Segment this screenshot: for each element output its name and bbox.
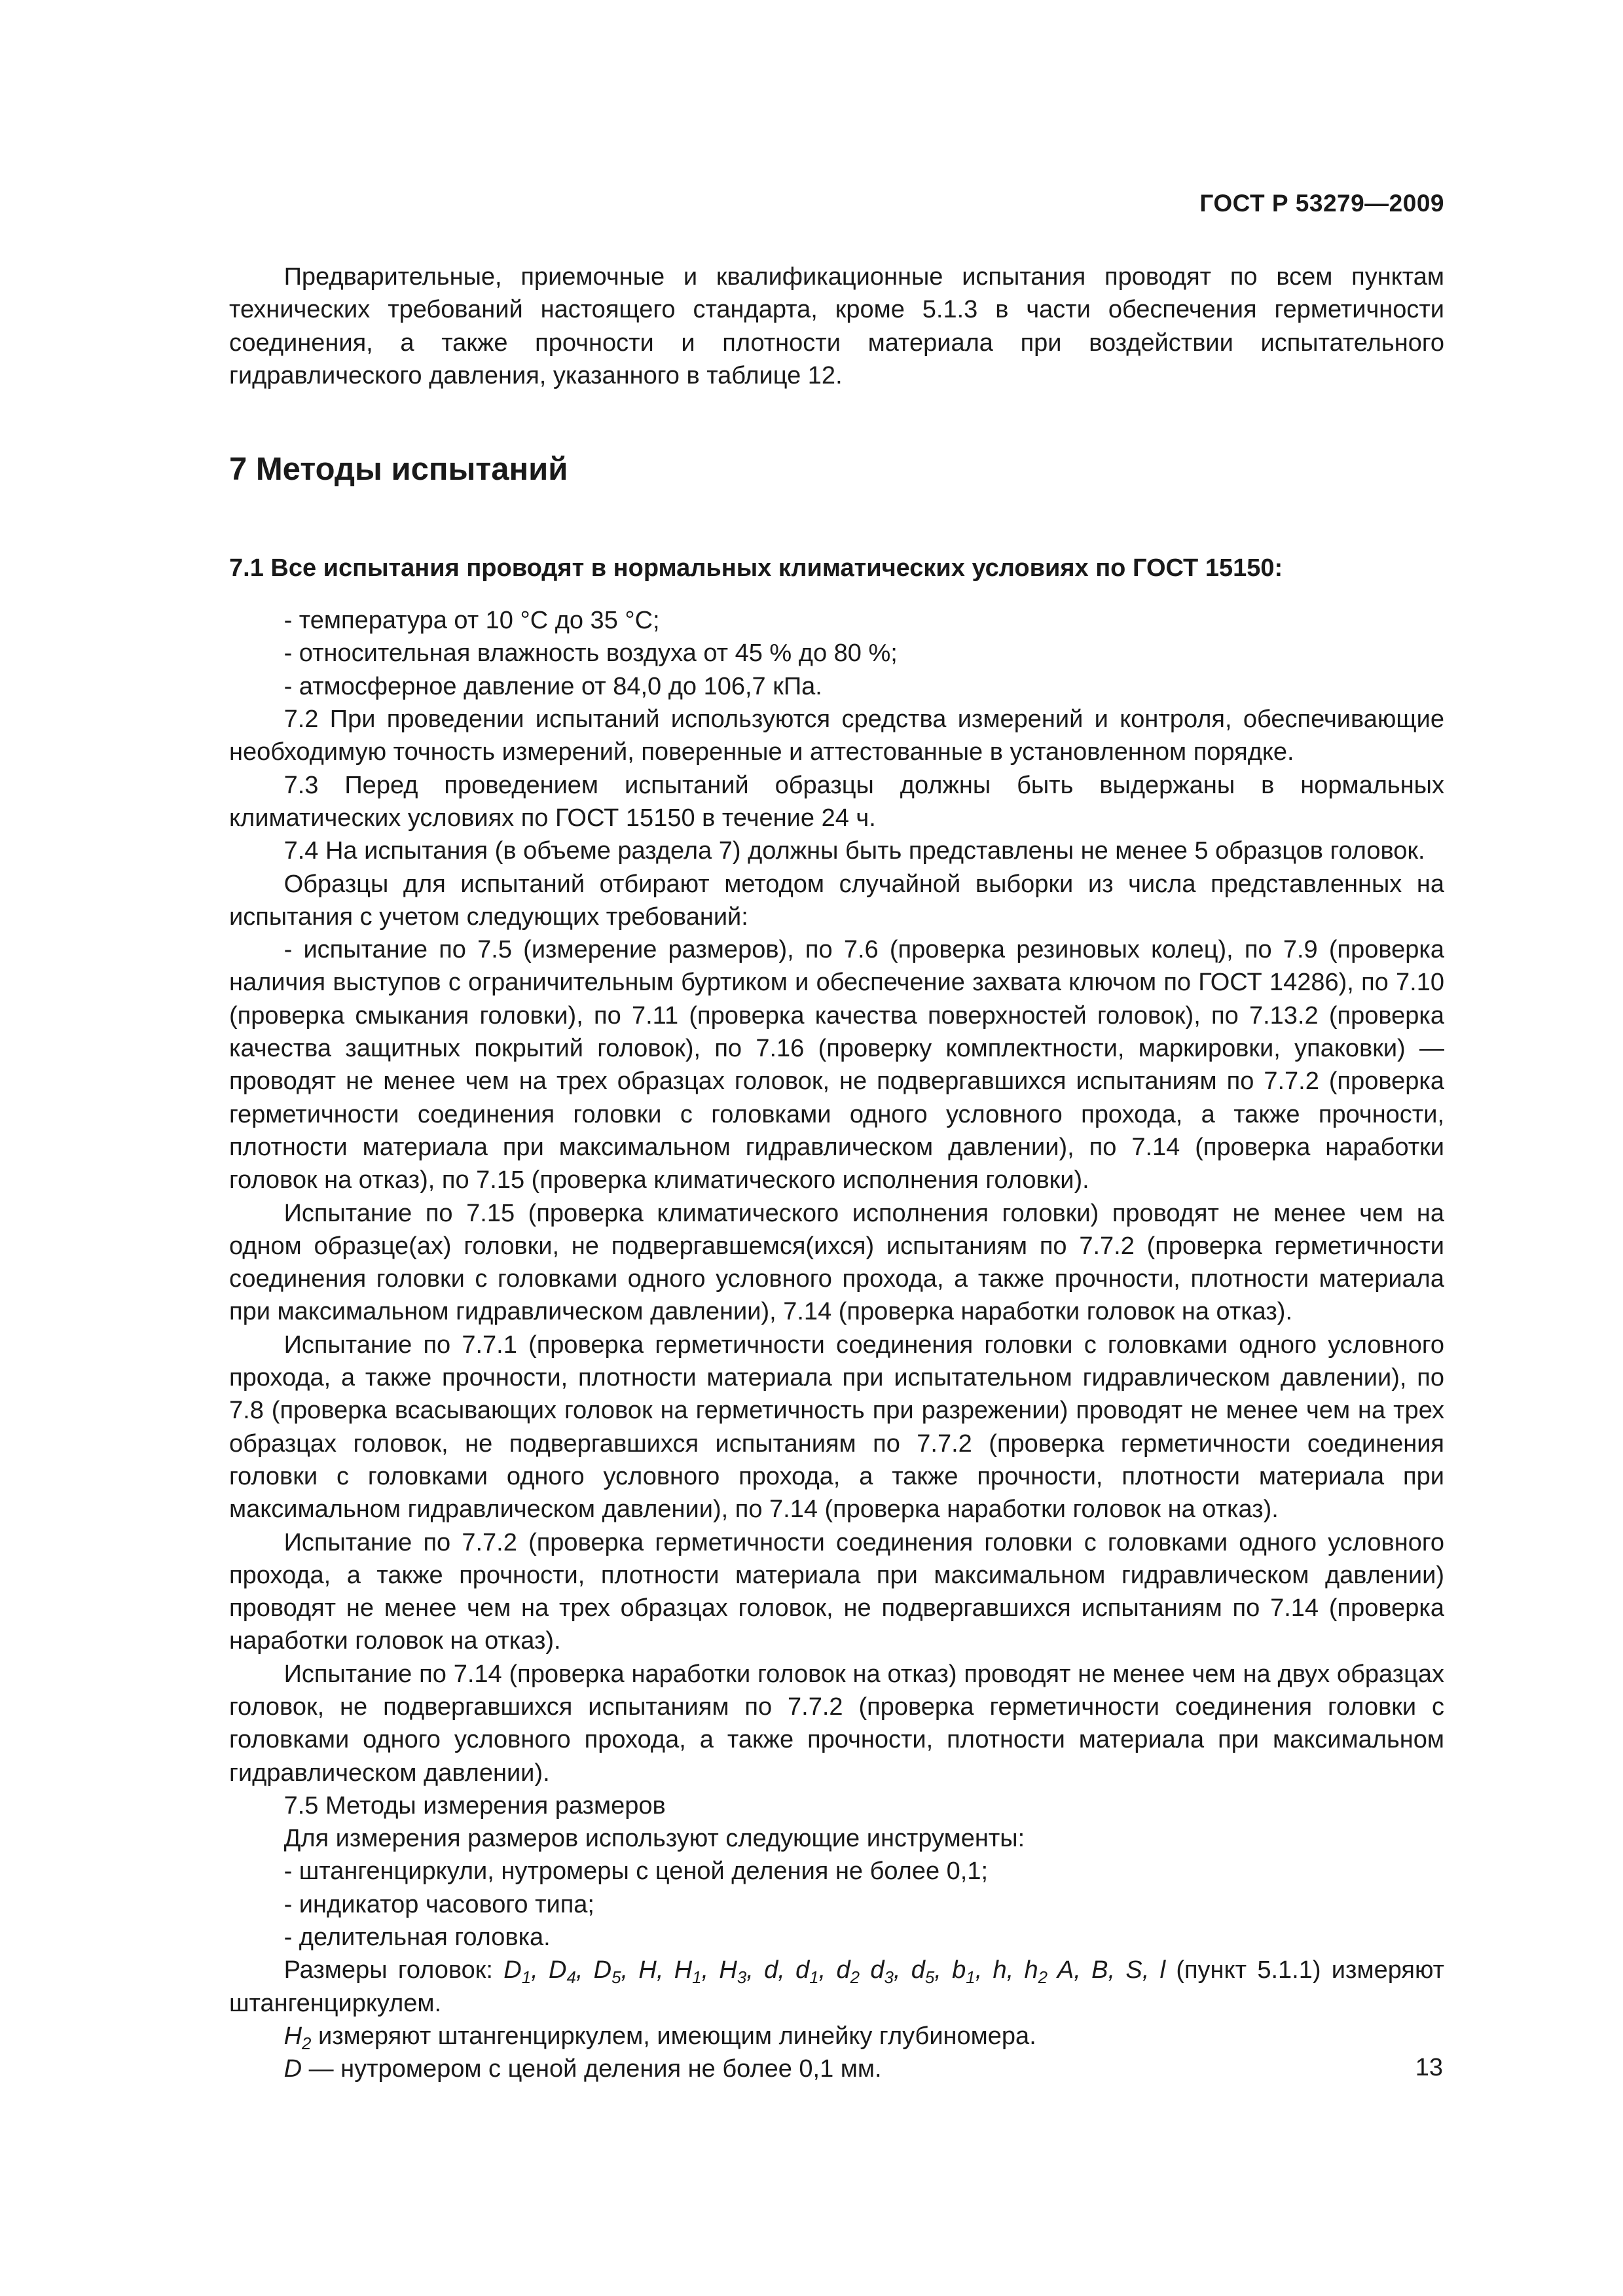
paragraph-7-5-title: 7.5 Методы измерения размеров (283, 1791, 666, 1820)
subsection-title-7-1: 7.1 Все испытания проводят в нормальных климатических условиях по ГОСТ 15150: (229, 554, 1283, 583)
dimensions-suffix: (пункт 5.1.1) измеряют штангенциркулем. (229, 1956, 1445, 2017)
intro-paragraph: Предварительные, приемочные и квалификационные испытания проводят по всем пунктам технических требований настоящего стандарта, кроме 5.1.3 в части обеспечения герметичности соединения, а также прочности и плотности материала при воздействии испытательного гидравлического давления, указанного в таблице 12. (229, 263, 1444, 389)
paragraph-test-list: - испытание по 7.5 (измерение размеров), по 7.6 (проверка резиновых колец), по 7.9 (проверка наличия выступов с ограничительным буртиком и обеспечение захвата ключом по ГОСТ 14286), по 7.10 (проверка смыкания головки), по 7.11 (проверка качества поверхностей головок), по 7.13.2 (проверка качества защитных покрытий головок), по 7.16 (проверку комплектности, маркировки, упаковки) — проводят не менее чем на трех образцах головок, не подвергавшихся испытаниям по 7.7.2 (проверка герметичности соединения головки с головками одного условного прохода, а также прочности, плотности материала при максимальном гидравлическом давлении), по 7.14 (проверка наработки головок на отказ), по 7.15 (проверка климатического исполнения головки). (229, 936, 1444, 1194)
page-content (229, 260, 1444, 2086)
page-number: 13 (1415, 2054, 1443, 2081)
h2-measure-text: измеряют штангенциркулем, имеющим линейку глубиномера. (311, 2022, 1036, 2050)
tool-item: - делительная головка. (283, 1924, 551, 1952)
paragraph-7-3: 7.3 Перед проведением испытаний образцы должны быть выдержаны в нормальных климатических условиях по ГОСТ 15150 в течение 24 ч. (229, 771, 1444, 832)
paragraph-test-7-15: Испытание по 7.15 (проверка климатического исполнения головки) проводят не менее чем на одном образце(ах) головки, не подвергавшемся(ихся) испытаниям по 7.7.2 (проверка герметичности соединения головки с головками одного условного прохода, а также прочности, плотности материала при максимальном гидравлическом давлении), 7.14 (проверка наработки головок на отказ). (229, 1199, 1444, 1326)
paragraph-7-4: 7.4 На испытания (в объеме раздела 7) должны быть представлены не менее 5 образцов головок. (283, 837, 1425, 865)
dimension-symbols: $D_1$, $D_4$, $D_5$, H, $H_1$, $H_3$, d, $d_1$, $d_2$ $d_3$, $d_5$, $b_1$, h, $h_2$ A, B, S, l (503, 1956, 1166, 1988)
d-measure-text: — нутромером с ценой деления не более 0,1 мм. (302, 2055, 882, 2083)
tool-item: - штангенциркули, нутромеры с ценой деления не более 0,1; (283, 1857, 989, 1886)
d-symbol: D (283, 2055, 302, 2083)
paragraph-sampling: Образцы для испытаний отбирают методом случайной выборки из числа представленных на испытания с учетом следующих требований: (229, 870, 1444, 931)
section-title: 7 Методы испытаний (229, 452, 568, 488)
climate-item: - относительная влажность воздуха от 45 % до 80 %; (283, 639, 898, 668)
paragraph-test-7-14: Испытание по 7.14 (проверка наработки головок на отказ) проводят не менее чем на двух образцах головок, не подвергавшихся испытаниям по 7.7.2 (проверка герметичности соединения головки с головками одного условного прохода, а также прочности, плотности материала при максимальном гидравлическом давлении). (229, 1660, 1444, 1787)
paragraph-test-7-7-2: Испытание по 7.7.2 (проверка герметичности соединения головки с головками одного условного прохода, а также прочности, плотности материала при максимальном гидравлическом давлении) проводят не менее чем на трех образцах головок, не подвергавшихся испытаниям по 7.14 (проверка наработки головок на отказ). (229, 1528, 1444, 1655)
h2-measure-paragraph (229, 2020, 1444, 2053)
d-measure-paragraph (229, 2053, 1444, 2085)
tool-item: - индикатор часового типа; (283, 1890, 594, 1918)
paragraph-tools-intro: Для измерения размеров используют следующие инструменты: (283, 1825, 1025, 1853)
climate-item: - атмосферное давление от 84,0 до 106,7 кПа. (283, 672, 822, 700)
paragraph-7-2: 7.2 При проведении испытаний используются средства измерений и контроля, обеспечивающие необходимую точность измерений, поверенные и аттестованные в установленном порядке. (229, 706, 1444, 766)
h2-symbol: $H_2$ (283, 2022, 312, 2053)
paragraph-test-7-7-1: Испытание по 7.7.1 (проверка герметичности соединения головки с головками одного условного прохода, а также прочности, плотности материала при испытательном гидравлическом давлении), по 7.8 (проверка всасывающих головок на герметичность при разрежении) проводят не менее чем на трех образцах головок, не подвергавшихся испытаниям по 7.7.2 (проверка герметичности соединения головки с головками одного условного прохода, а также прочности, плотности материала при максимальном гидравлическом давлении), по 7.14 (проверка наработки головок на отказ). (229, 1331, 1444, 1524)
climate-item: - температура от 10 °С до 35 °С; (283, 607, 660, 635)
document-code: ГОСТ Р 53279—2009 (1199, 190, 1444, 217)
dimensions-paragraph (229, 1954, 1444, 2020)
dimensions-prefix: Размеры головок: (283, 1956, 504, 1984)
